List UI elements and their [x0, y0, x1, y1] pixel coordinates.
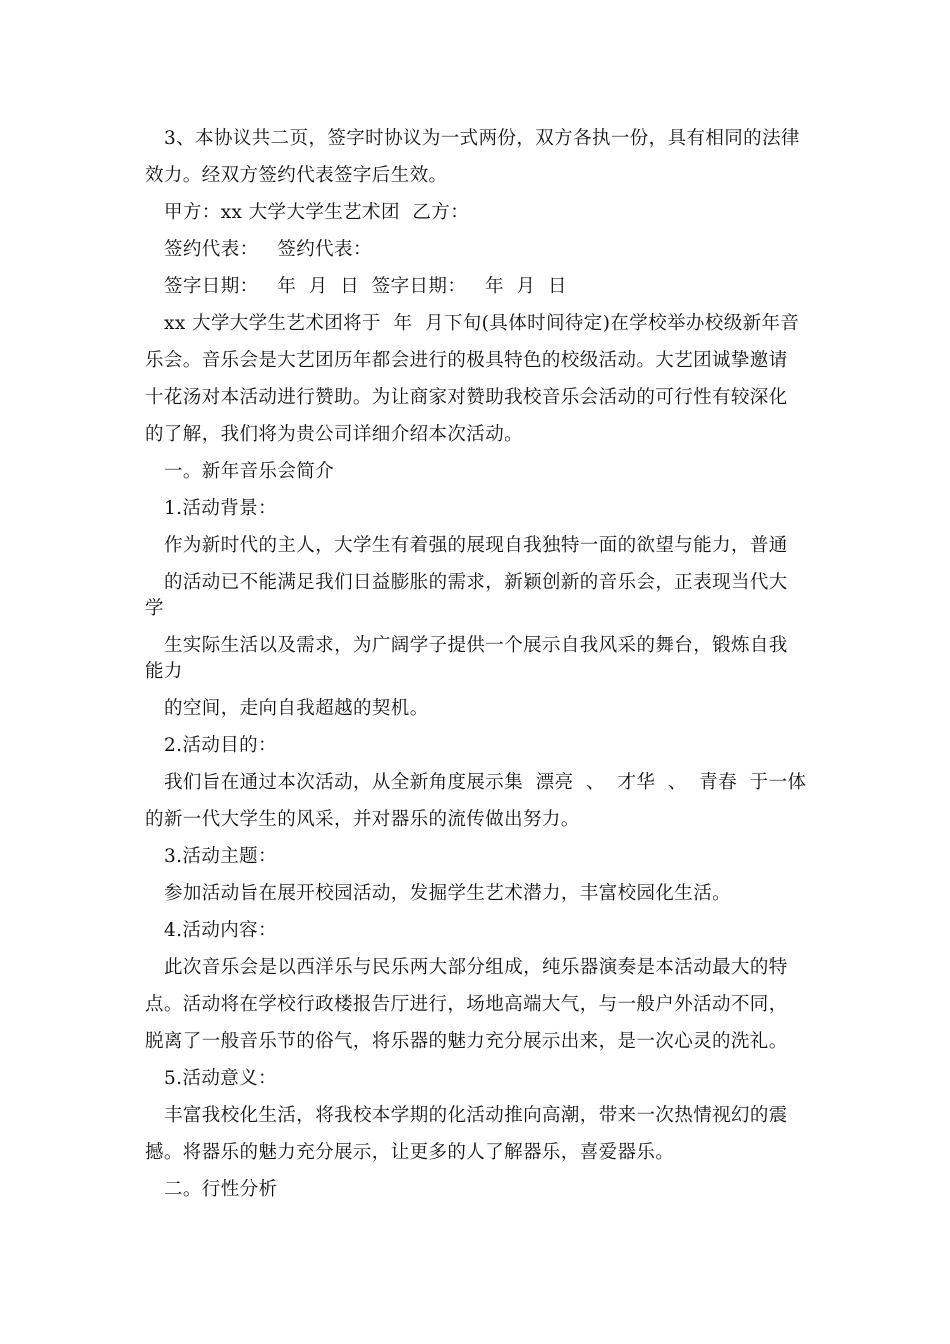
background-paragraph-line: 的活动已不能满足我们日益膨胀的需求，新颖创新的音乐会，正表现当代大 — [164, 572, 788, 593]
purpose-paragraph-line: 的新一代大学生的风采，并对器乐的流传做出努力。 — [145, 809, 580, 830]
background-paragraph-line: 生实际生活以及需求，为广阔学子提供一个展示自我风采的舞台，锻炼自我 — [164, 635, 788, 656]
subheading-background: 1.活动背景： — [164, 498, 277, 519]
party-line: 甲方：xx 大学大学生艺术团 乙方： — [164, 202, 470, 223]
intro-paragraph-line: 的了解，我们将为贵公司详细介绍本次活动。 — [145, 424, 524, 445]
section-heading-2: 二。行性分析 — [164, 1179, 278, 1200]
subheading-content: 4.活动内容： — [164, 920, 277, 941]
subheading-purpose: 2.活动目的： — [164, 735, 277, 756]
content-paragraph-line: 点。活动将在学校行政楼报告厅进行，场地高端大气，与一般户外活动不同， — [145, 994, 788, 1015]
subheading-significance: 5.活动意义： — [164, 1068, 277, 1089]
background-paragraph-line: 学 — [145, 598, 164, 619]
significance-paragraph-line: 丰富我校化生活，将我校本学期的化活动推向高潮，带来一次热情视幻的震 — [164, 1105, 788, 1126]
intro-paragraph-line: 乐会。音乐会是大艺团历年都会进行的极具特色的校级活动。大艺团诚挚邀请 — [145, 350, 788, 371]
background-paragraph-line: 能力 — [145, 661, 183, 682]
content-paragraph-line: 脱离了一般音乐节的俗气，将乐器的魅力充分展示出来，是一次心灵的洗礼。 — [145, 1031, 788, 1052]
content-paragraph-line: 此次音乐会是以西洋乐与民乐两大部分组成，纯乐器演奏是本活动最大的特 — [164, 957, 788, 978]
sign-date-line: 签字日期： 年 月 日 签字日期： 年 月 日 — [164, 276, 567, 297]
subheading-theme: 3.活动主题： — [164, 846, 277, 867]
section-heading-1: 一。新年音乐会简介 — [164, 461, 335, 482]
agreement-clause-3: 3、本协议共二页，签字时协议为一式两份，双方各执一份，具有相同的法律 — [164, 128, 800, 149]
purpose-paragraph-line: 我们旨在通过本次活动，从全新角度展示集 漂亮 、 才华 、 青春 于一体 — [164, 772, 807, 793]
background-paragraph-line: 的空间，走向自我超越的契机。 — [164, 698, 429, 719]
background-paragraph-line: 作为新时代的主人，大学生有着强的展现自我独特一面的欲望与能力，普通 — [164, 535, 788, 556]
theme-paragraph-line: 参加活动旨在展开校园活动，发掘学生艺术潜力，丰富校园化生活。 — [164, 883, 732, 904]
signatory-line: 签约代表： 签约代表： — [164, 239, 372, 260]
agreement-clause-3-cont: 效力。经双方签约代表签字后生效。 — [145, 165, 448, 186]
intro-paragraph-line: xx 大学大学生艺术团将于 年 月下旬(具体时间待定)在学校举办校级新年音 — [164, 313, 800, 334]
intro-paragraph-line: 十花汤对本活动进行赞助。为让商家对赞助我校音乐会活动的可行性有较深化 — [145, 387, 788, 408]
significance-paragraph-line: 撼。将器乐的魅力充分展示，让更多的人了解器乐，喜爱器乐。 — [145, 1142, 675, 1163]
